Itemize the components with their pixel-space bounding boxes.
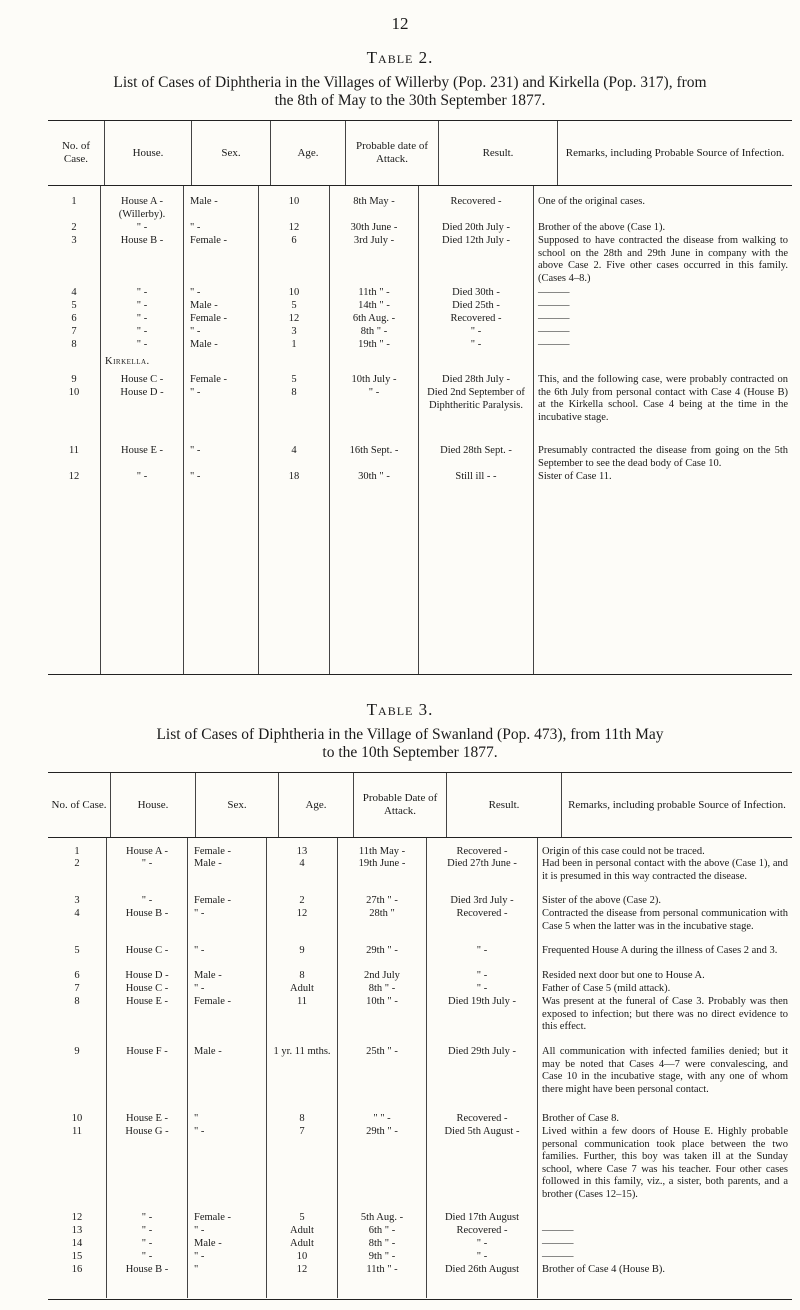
cell-result: Died 28th Sept. - [440,445,512,456]
cell-result: Died 29th July - [448,1046,516,1057]
cell-house: " - [136,222,148,233]
cell-no: 8 [74,996,80,1007]
cell-house: House C - [125,983,169,994]
cell-date: 28th " [369,908,395,919]
cell-house: House A - [126,846,168,857]
cell-sex: Male - [194,1046,222,1057]
cell-sex: " - [194,1126,205,1137]
cell-date: 8th May - [353,196,395,207]
page-number: 12 [391,14,409,33]
cell-sex: Male - [190,196,218,207]
cell-date: 10th July - [351,374,397,385]
cell-no: 13 [71,1225,83,1236]
cell-date: 10th " - [366,996,398,1007]
cell-sex: Female - [190,313,228,324]
cell-house: House D - [125,970,169,981]
cell-age: 8 [299,1113,305,1124]
cell-no: 10 [71,1113,83,1124]
cell-date: 30th " - [358,471,390,482]
cell-result: " - [470,339,482,350]
cell-result: Died 25th - [452,300,500,311]
cell-age: 9 [299,945,305,956]
cell-result: Died 27th June - [447,858,517,869]
table2-caption-line1: List of Cases of Diphtheria in the Villages of Willerby (Pop. 231) and Kirkella (Pop. 317), from [113,74,707,91]
cell-no: 2 [74,858,80,869]
cell-house: " - [136,287,148,298]
table3-caption-line2: to the 10th September 1877. [322,744,498,761]
column-result [426,838,537,1298]
column-result [418,186,533,674]
cell-remarks: ——— [542,1251,574,1262]
cell-date: 6th Aug. - [352,313,396,324]
cell-remarks: Was present at the funeral of Case 3. Probably was then exposed to infection; but there was no direct evidence to this effect. [542,996,788,1032]
header-house: House. [104,121,191,185]
cell-age: Adult [290,1238,314,1249]
column-no [48,186,100,674]
cell-age: 5 [291,374,297,385]
cell-no: 11 [68,445,80,456]
cell-age: 8 [299,970,305,981]
cell-date: 8th " - [368,983,396,994]
header-sex: Sex. [195,773,278,837]
cell-result: Recovered - [456,1225,508,1236]
cell-remarks: This, and the following case, were probably contracted on the 6th July from personal contact with Case 4 (House B) at the Kirkella school. Case 4 being at the time in the incubative stage. [538,374,788,423]
cell-house: House C - [120,374,164,385]
cell-remarks: Lived within a few doors of House E. Highly probable personal communication took place between the two families. Further, this boy was taken ill at the Sunday school, where Case 7 was his teacher. Four other cases followed in this family, viz., a sister, both parents, and a brother (Cases 12–15). [542,1126,788,1200]
cell-no: 12 [68,471,80,482]
cell-house: " - [141,895,153,906]
table2-caption [40,74,780,110]
cell-house: " - [141,1212,153,1223]
cell-no: 6 [71,313,77,324]
cell-age: Adult [290,1225,314,1236]
cell-house: House B - [125,1264,169,1275]
cell-age: 5 [299,1212,305,1223]
cell-remarks: Father of Case 5 (mild attack). [542,983,671,994]
cell-age: 6 [291,235,297,246]
header-house: House. [110,773,195,837]
cell-no: 5 [74,945,80,956]
cell-no: 6 [74,970,80,981]
cell-sex: " - [194,983,205,994]
cell-house: " - [136,313,148,324]
cell-result: Still ill - - [455,471,497,482]
cell-age: 4 [299,858,305,869]
cell-house: House C - [125,945,169,956]
column-no [48,838,106,1298]
cell-house: House A - (Willerby). [118,196,166,220]
cell-date: 8th " - [360,326,388,337]
cell-age: 1 [291,339,297,350]
cell-sex: Female - [194,1212,232,1223]
cell-remarks: ——— [538,339,570,350]
cell-result: " - [476,945,488,956]
cell-house: House E - [126,996,168,1007]
cell-date: 2nd July [364,970,400,981]
column-remarks [533,186,792,674]
cell-sex: " [194,1264,199,1275]
cell-no: 16 [71,1264,83,1275]
cell-date: 6th " - [368,1225,396,1236]
cell-result: Died 26th August [444,1264,520,1275]
cell-sex: " - [194,945,205,956]
header-age: Age. [278,773,353,837]
cell-date: 29th " - [366,945,398,956]
cell-age: 8 [291,387,297,398]
cell-age: 7 [299,1126,305,1137]
cell-no: 9 [74,1046,80,1057]
cell-remarks: One of the original cases. [538,196,646,207]
table3-caption-line1: List of Cases of Diphtheria in the Village of Swanland (Pop. 473), from 11th May [156,726,664,743]
cell-sex: " - [190,445,201,456]
cell-remarks: Supposed to have contracted the disease from walking to school on the 28th and 29th June in company with the above Case 2. Five other cases occurred in this family. (Cases 4–8.) [538,235,788,284]
cell-sex: Male - [194,1238,222,1249]
cell-age: 10 [288,196,300,207]
cell-no: 7 [71,326,77,337]
cell-date: " - [368,387,380,398]
cell-remarks: Brother of Case 8. [542,1113,619,1124]
table2-title: Table 2. [366,48,434,67]
cell-no: 8 [71,339,77,350]
cell-result: Died 5th August - [444,1126,520,1137]
table3-body [48,838,792,1298]
cell-result: Died 30th - [452,287,500,298]
cell-date: 11th May - [358,846,406,857]
header-no: No. of Case. [61,140,91,165]
cell-house: " - [141,1238,153,1249]
cell-result: Died 28th July - [442,374,510,385]
cell-house: " - [136,339,148,350]
cell-date: 3rd July - [353,235,395,246]
cell-sex: Male - [190,300,218,311]
cell-remarks: ——— [538,326,570,337]
cell-age: 10 [296,1251,308,1262]
column-age [266,838,337,1298]
table2-body [48,186,792,674]
cell-sex: Male - [194,970,222,981]
cell-house: " - [141,858,153,869]
cell-age: 12 [288,222,300,233]
cell-remarks: Resided next door but one to House A. [542,970,705,981]
cell-no: 10 [68,387,80,398]
cell-house: House B - [125,908,169,919]
cell-date: " " - [373,1113,391,1124]
cell-result: " - [476,1251,488,1262]
cell-result: " - [470,326,482,337]
cell-result: " - [476,970,488,981]
cell-house: " - [136,471,148,482]
cell-age: 12 [296,908,308,919]
cell-house: " - [141,1225,153,1236]
cell-age: 3 [291,326,297,337]
cell-sex: Male - [190,339,218,350]
header-date: Probable date of Attack. [345,121,438,185]
cell-no: 1 [71,196,77,207]
header-remarks: Remarks, including probable Source of Infection. [561,773,792,837]
column-date [329,186,418,674]
header-date: Probable Date of Attack. [353,773,446,837]
cell-sex: " - [194,908,205,919]
column-house [100,186,183,674]
cell-age: 10 [288,287,300,298]
cell-date: 30th June - [350,222,398,233]
cell-sex: " - [190,326,201,337]
table3-header [48,773,792,838]
cell-remarks: Brother of the above (Case 1). [538,222,666,233]
cell-remarks: Contracted the disease from personal communication with Case 5 when the latter was in the incubative stage. [542,908,788,932]
cell-house: House B - [120,235,164,246]
header-sex: Sex. [191,121,270,185]
cell-age: 13 [296,846,308,857]
cell-remarks: Presumably contracted the disease from going on the 5th September to see the dead body of Case 10. [538,445,788,469]
table3-caption [40,726,780,762]
cell-remarks: ——— [538,300,570,311]
cell-remarks: ——— [538,313,570,324]
cell-date: 16th Sept. - [349,445,399,456]
cell-age: 5 [291,300,297,311]
cell-sex: Female - [190,374,228,385]
cell-sex: " - [190,471,201,482]
cell-no: 12 [71,1212,83,1223]
cell-sex: " - [194,1225,205,1236]
header-age: Age. [270,121,345,185]
cell-sex: Male - [194,858,222,869]
cell-remarks: All communication with infected families denied; but it may be noted that Cases 4—7 were convalescing, and Case 10 in the incubative stage, with any one of whom there might have been personal contact. [542,1046,788,1095]
cell-result: Recovered - [456,908,508,919]
cell-result: Died 2nd September of Diphtheritic Paralysis. [427,387,525,411]
header-result: Result. [438,121,557,185]
cell-sex: " [194,1113,199,1124]
cell-no: 7 [74,983,80,994]
cell-date: 5th Aug. - [360,1212,404,1223]
table2 [48,120,792,675]
cell-no: 15 [71,1251,83,1262]
header-no: No. of Case. [51,798,107,811]
cell-remarks: ——— [538,287,570,298]
cell-house: House G - [125,1126,169,1137]
cell-sex: " - [190,222,201,233]
cell-no: 4 [71,287,77,298]
cell-sex: Female - [194,996,232,1007]
cell-no: 2 [71,222,77,233]
cell-date: 14th " - [358,300,390,311]
cell-age: 11 [296,996,308,1007]
cell-result: Died 17th August [444,1212,520,1223]
header-result: Result. [446,773,561,837]
cell-house: House F - [126,1046,168,1057]
table3 [48,772,792,1300]
cell-date: 8th " - [368,1238,396,1249]
cell-date: 25th " - [366,1046,398,1057]
column-remarks [537,838,792,1298]
cell-date: 19th June - [358,858,406,869]
cell-no: 9 [71,374,77,385]
table2-caption-line2: the 8th of May to the 30th September 1877. [274,92,546,109]
cell-age: Adult [290,983,314,994]
cell-result: Recovered - [456,1113,508,1124]
cell-sex: Female - [194,846,232,857]
table2-header [48,121,792,186]
cell-house: " - [136,300,148,311]
cell-remarks: Had been in personal contact with the above (Case 1), and it is presumed in this way contracted the disease. [542,858,788,882]
cell-date: 9th " - [368,1251,396,1262]
cell-no: 3 [74,895,80,906]
cell-remarks: Brother of Case 4 (House B). [542,1264,666,1275]
cell-result: Recovered - [450,196,502,207]
cell-date: 27th " - [366,895,398,906]
cell-result: " - [476,1238,488,1249]
column-age [258,186,329,674]
cell-result: Died 3rd July - [450,895,514,906]
cell-result: Died 20th July - [442,222,510,233]
cell-age: 12 [296,1264,308,1275]
cell-sex: " - [194,1251,205,1262]
header-remarks: Remarks, including Probable Source of Infection. [557,121,792,185]
cell-no: 5 [71,300,77,311]
cell-result: Died 12th July - [442,235,510,246]
cell-remarks: Frequented House A during the illness of Cases 2 and 3. [542,945,778,956]
cell-age: 4 [291,445,297,456]
cell-sex: Female - [190,235,228,246]
cell-remarks: Sister of Case 11. [538,471,612,482]
cell-house: House E - [126,1113,168,1124]
cell-remarks: Sister of the above (Case 2). [542,895,661,906]
kirkella-subheading: Kirkella. [105,356,150,367]
column-sex [187,838,266,1298]
cell-house: House E - [121,445,163,456]
cell-age: 1 yr. 11 mths. [273,1046,331,1057]
cell-house: " - [141,1251,153,1262]
table3-title: Table 3. [366,700,434,719]
cell-date: 19th " - [358,339,390,350]
column-date [337,838,426,1298]
cell-house: " - [136,326,148,337]
cell-no: 14 [71,1238,83,1249]
cell-result: " - [476,983,488,994]
cell-remarks: Origin of this case could not be traced. [542,846,705,857]
column-house [106,838,187,1298]
cell-sex: " - [190,387,201,398]
cell-date: 29th " - [366,1126,398,1137]
cell-sex: " - [190,287,201,298]
cell-result: Died 19th July - [448,996,516,1007]
cell-result: Recovered - [450,313,502,324]
cell-no: 3 [71,235,77,246]
cell-age: 18 [288,471,300,482]
cell-no: 4 [74,908,80,919]
cell-no: 1 [74,846,80,857]
cell-sex: Female - [194,895,232,906]
cell-age: 12 [288,313,300,324]
cell-result: Recovered - [456,846,508,857]
cell-date: 11th " - [366,1264,398,1275]
column-sex [183,186,258,674]
cell-house: House D - [120,387,164,398]
cell-age: 2 [299,895,305,906]
cell-no: 11 [71,1126,83,1137]
cell-remarks: ——— [542,1238,574,1249]
cell-date: 11th " - [358,287,390,298]
cell-remarks: ——— [542,1225,574,1236]
